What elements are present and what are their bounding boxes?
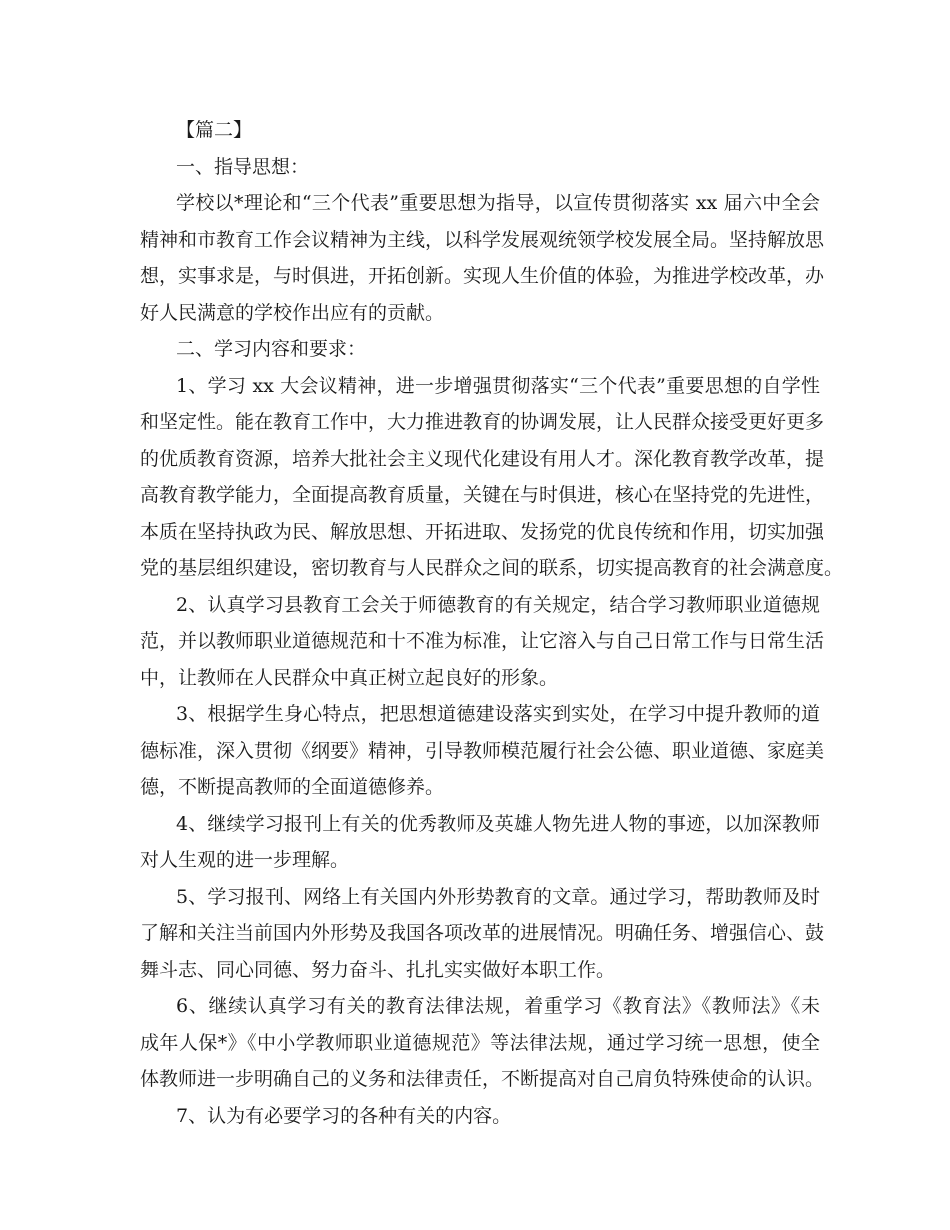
text-line: 二、学习内容和要求： (176, 338, 367, 360)
text-line: 了解和关注当前国内外形势及我国各项改革的进展情况。明确任务、增强信心、鼓 (140, 922, 825, 944)
text-line: 3、根据学生身心特点，把思想道德建设落实到实处，在学习中提升教师的道 (176, 703, 820, 725)
text-line: 体教师进一步明确自己的义务和法律责任，不断提高对自己肩负特殊使命的认识。 (140, 1068, 825, 1090)
text-line: 的优质教育资源，培养大批社会主义现代化建设有用人才。深化教育教学改革，提 (140, 447, 825, 470)
text-line: 学校以*理论和“三个代表”重要思想为指导，以宣传贯彻落实 xx 届六中全会 (176, 192, 820, 214)
text-line: 精神和市教育工作会议精神为主线，以科学发展观统领学校发展全局。坚持解放思 (140, 228, 825, 251)
text-line: 德，不断提高教师的全面道德修养。 (140, 776, 445, 798)
text-line: 本质在坚持执政为民、解放思想、开拓进取、发扬党的优良传统和作用，切实加强 (140, 520, 825, 543)
text-line: 一、指导思想： (176, 155, 310, 178)
document-body (140, 112, 844, 1134)
text-line: 高教育教学能力，全面提高教育质量，关键在与时俱进，核心在坚持党的先进性， (140, 484, 825, 506)
text-line: 想，实事求是，与时俱进，开拓创新。实现人生价值的体验，为推进学校改革，办 (140, 265, 825, 287)
text-line: 2、认真学习县教育工会关于师德教育的有关规定，结合学习教师职业道德规 (176, 593, 820, 616)
text-line: 7、认为有必要学习的各种有关的内容。 (176, 1104, 512, 1127)
text-line: 成年人保*》《中小学教师职业道德规范》等法律法规，通过学习统一思想，使全 (140, 1031, 820, 1054)
text-line: 中，让教师在人民群众中真正树立起良好的形象。 (140, 666, 559, 689)
text-line: 6、继续认真学习有关的教育法律法规，着重学习《教育法》《教师法》《未 (176, 995, 820, 1017)
text-line: 1、学习 xx 大会议精神，进一步增强贯彻落实“三个代表”重要思想的自学性 (176, 374, 820, 397)
text-line: 和坚定性。能在教育工作中，大力推进教育的协调发展，让人民群众接受更好更多 (140, 411, 825, 433)
text-line: 5、学习报刊、网络上有关国内外形势教育的文章。通过学习，帮助教师及时 (176, 885, 820, 908)
text-line: 4、继续学习报刊上有关的优秀教师及英雄人物先进人物的事迹，以加深教师 (176, 812, 820, 835)
text-line: 德标准，深入贯彻《纲要》精神，引导教师模范履行社会公德、职业道德、家庭美 (140, 739, 825, 762)
text-line: 范，并以教师职业道德规范和十不准为标准，让它溶入与自己日常工作与日常生活 (140, 630, 825, 652)
text-line: 对人生观的进一步理解。 (140, 849, 350, 871)
text-line: 好人民满意的学校作出应有的贡献。 (140, 301, 445, 324)
text-line: 党的基层组织建设，密切教育与人民群众之间的联系，切实提高教育的社会满意度。 (140, 557, 844, 579)
text-line: 舞斗志、同心同德、努力奋斗、扎扎实实做好本职工作。 (140, 958, 616, 981)
text-line: 【篇二】 (176, 119, 253, 141)
